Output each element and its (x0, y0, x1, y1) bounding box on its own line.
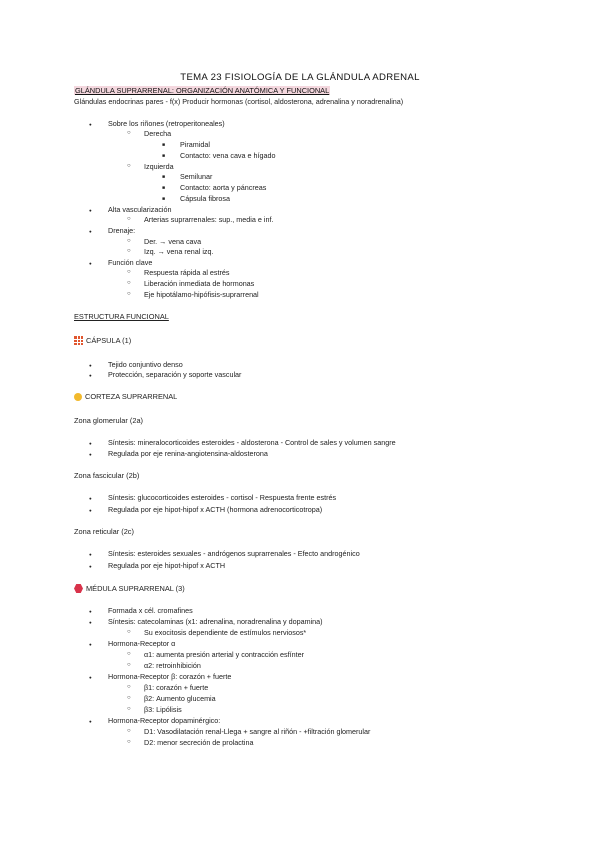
list-item: ○ Der. → vena cava (144, 237, 201, 246)
section-subtitle: GLÁNDULA SUPRARRENAL: ORGANIZACIÓN ANATÓMICA Y FUNCIONAL (75, 86, 330, 95)
list-item: ● Sobre los riñones (retroperitoneales) (108, 119, 225, 128)
list-item: ● Regulada por eje hipot-hipof x ACTH (108, 561, 225, 570)
list-item: ○ Arterias suprarrenales: sup., media e inf. (144, 215, 273, 224)
list-item: ■ Cápsula fibrosa (180, 194, 230, 203)
capsula-heading (74, 336, 131, 345)
list-item: ○ β2: Aumento glucemia (144, 694, 216, 703)
list-item: ● Hormona-Receptor α (108, 639, 175, 648)
list-item: ● Síntesis: glucocorticoides esteroides - cortisol - Respuesta frente estrés (108, 493, 336, 502)
medula-heading (74, 584, 185, 593)
page-title: TEMA 23 FISIOLOGÍA DE LA GLÁNDULA ADRENAL (180, 72, 420, 83)
list-item: ● Síntesis: mineralocorticoides esteroides - aldosterona - Control de sales y volumen sangre (108, 438, 396, 447)
list-item: ○ Eje hipotálamo-hipófisis-suprarrenal (144, 290, 259, 299)
list-item: ○ α1: aumenta presión arterial y contracción esfínter (144, 650, 304, 659)
circle-icon (74, 393, 82, 401)
list-item: ● Protección, separación y soporte vascular (108, 370, 241, 379)
zona-reticular-heading: Zona reticular (2c) (74, 527, 134, 536)
list-item: ○ Derecha (144, 129, 171, 138)
list-item: ■ Piramidal (180, 140, 210, 149)
list-item: ○ Izquierda (144, 162, 174, 171)
list-item: ● Alta vascularización (108, 205, 172, 214)
hexagon-icon (74, 584, 83, 593)
corteza-heading-label: CORTEZA SUPRARRENAL (85, 392, 178, 401)
list-item: ○ D2: menor secreción de prolactina (144, 738, 253, 747)
list-item: ○ Respuesta rápida al estrés (144, 268, 230, 277)
list-item: ○ Izq. → vena renal izq. (144, 247, 214, 256)
list-item: ● Regulada por eje renina-angiotensina-aldosterona (108, 449, 268, 458)
capsula-heading-label: CÁPSULA (1) (86, 336, 132, 345)
list-item: ■ Contacto: aorta y páncreas (180, 183, 266, 192)
list-item: ○ β1: corazón + fuerte (144, 683, 208, 692)
list-item: ● Tejido conjuntivo denso (108, 360, 183, 369)
list-item: ● Síntesis: esteroides sexuales - andrógenos suprarrenales - Efecto androgénico (108, 549, 360, 558)
list-item: ■ Contacto: vena cava e hígado (180, 151, 276, 160)
list-item: ● Función clave (108, 258, 152, 267)
list-item: ○ Liberación inmediata de hormonas (144, 279, 254, 288)
zona-glomerular-heading: Zona glomerular (2a) (74, 416, 144, 425)
list-item: ○ α2: retroinhibición (144, 661, 201, 670)
list-item: ● Síntesis: catecolaminas (x1: adrenalina, noradrenalina y dopamina) (108, 617, 323, 626)
list-item: ● Hormona-Receptor β: corazón + fuerte (108, 672, 231, 681)
list-item: ● Hormona-Receptor dopaminérgico: (108, 716, 220, 725)
list-item: ● Drenaje: (108, 226, 135, 235)
list-item: ○ β3: Lipólisis (144, 705, 182, 714)
intro-line: Glándulas endocrinas pares - f(x) Producir hormonas (cortisol, aldosterona, adrenalina y noradrenalina) (74, 97, 404, 106)
zona-fascicular-heading: Zona fascicular (2b) (74, 471, 140, 480)
medula-heading-label: MÉDULA SUPRARRENAL (3) (86, 584, 185, 593)
list-item: ○ D1: Vasodilatación renal-Llega + sangre al riñón - +filtración glomerular (144, 727, 370, 736)
section-heading: ESTRUCTURA FUNCIONAL (74, 312, 169, 321)
list-item: ■ Semilunar (180, 172, 212, 181)
list-item: ● Formada x cél. cromafines (108, 606, 193, 615)
list-item: ○ Su exocitosis dependiente de estímulos nerviosos* (144, 628, 306, 637)
list-item: ● Regulada por eje hipot-hipof x ACTH (hormona adrenocorticotropa) (108, 505, 322, 514)
grid-icon (74, 336, 83, 345)
corteza-heading (74, 392, 177, 401)
